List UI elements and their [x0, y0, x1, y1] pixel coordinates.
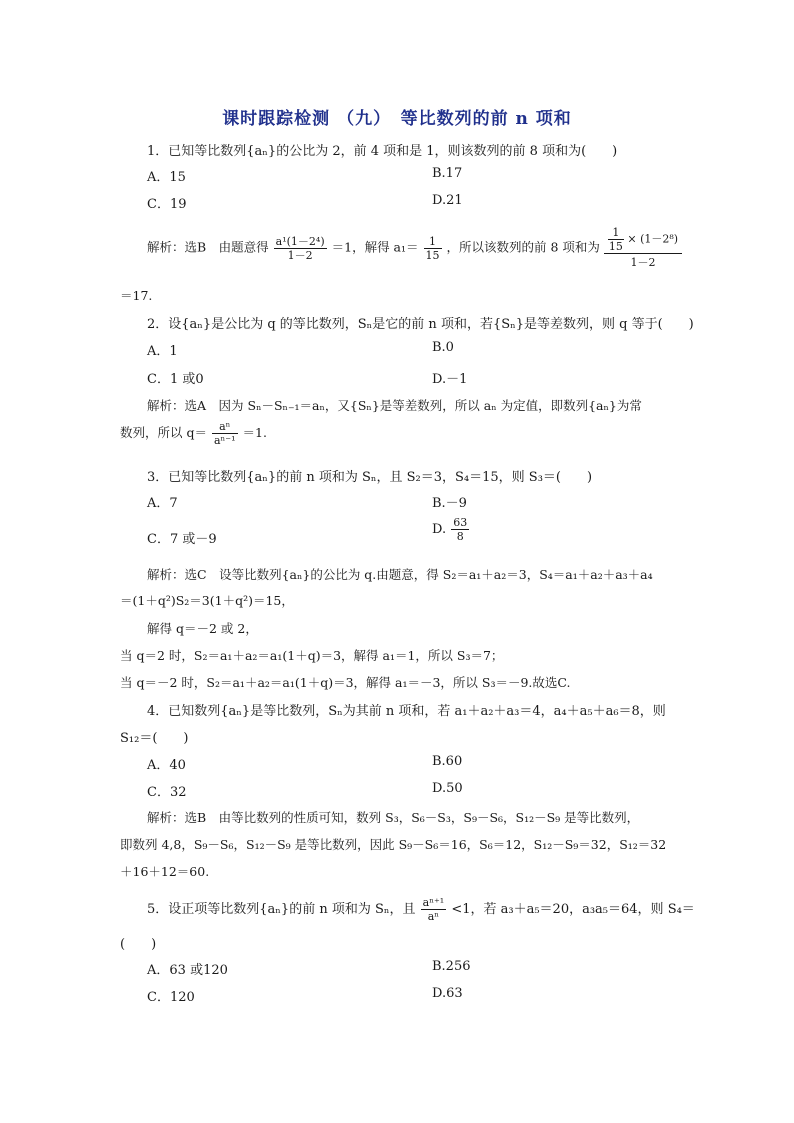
question-4-explanation-line-3: ＋16＋12＝60.: [120, 864, 210, 879]
fraction-sum-ratio: [274, 235, 327, 262]
fraction-a1: [424, 235, 442, 262]
fraction-numerator: 1: [608, 226, 624, 240]
fraction-numerator: 1: [424, 235, 442, 249]
question-5-stem-line-2: ( ): [120, 937, 157, 952]
fraction-s8: [604, 226, 682, 270]
question-1-option-c: C．19: [147, 197, 187, 212]
question-5-option-b: B.256: [432, 959, 471, 974]
question-3-option-c: C．7 或－9: [147, 532, 217, 547]
page-title: 课时跟踪检测 （九） 等比数列的前 n 项和: [222, 109, 572, 129]
fraction-numerator-rest: × (1－2⁸): [627, 232, 679, 246]
fraction-denominator: 8: [456, 530, 464, 543]
question-1-stem: 1．已知等比数列{aₙ}的公比为 2，前 4 项和是 1，则该数列的前 8 项和为( ): [147, 144, 618, 159]
fraction-numerator: aⁿ: [212, 420, 238, 434]
fraction-q: [212, 420, 238, 447]
question-5-option-c: C．120: [147, 990, 195, 1005]
fraction-denominator: 1－2: [287, 248, 313, 262]
explanation-text: ＝1.: [242, 425, 267, 440]
question-2-explanation-line-2: [120, 420, 267, 447]
option-label: D.: [432, 522, 447, 537]
question-1-explanation-end: ＝17.: [120, 288, 153, 303]
fraction-numerator: aⁿ⁺¹: [422, 896, 445, 909]
question-3-explanation-line-4: 当 q＝2 时，S₂＝a₁＋a₂＝a₁(1＋q)＝3，解得 a₁＝1，所以 S₃＝7；: [120, 648, 504, 663]
question-3-stem: 3．已知等比数列{aₙ}的前 n 项和为 Sₙ，且 S₂＝3，S₄＝15，则 S₃＝( ): [147, 470, 593, 485]
question-1-option-a: A．15: [147, 170, 186, 185]
fraction-denominator: 15: [608, 240, 623, 253]
question-text: 5．设正项等比数列{aₙ}的前 n 项和为 Sₙ，且: [147, 902, 416, 917]
question-3-explanation-line-5: 当 q＝－2 时，S₂＝a₁＋a₂＝a₁(1＋q)＝3，解得 a₁＝－3，所以 S₃＝－9.故选C.: [120, 675, 571, 690]
question-4-stem: 4．已知数列{aₙ}是等比数列，Sₙ为其前 n 项和，若 a₁＋a₂＋a₃＝4，a₄＋a₅＋a₆＝8，则: [147, 704, 666, 719]
question-2-explanation: 解析：选A 因为 Sₙ－Sₙ₋₁＝aₙ，又{Sₙ}是等差数列，所以 aₙ 为定值，即数列{aₙ}为常: [147, 398, 642, 413]
question-5-stem: [147, 896, 695, 923]
fraction-numerator: 63: [453, 516, 468, 529]
question-5-option-a: A．63 或120: [147, 963, 228, 978]
fraction-numerator: a¹(1－2⁴): [275, 234, 325, 248]
question-4-option-a: A．40: [147, 758, 186, 773]
question-3-option-a: A．7: [147, 496, 178, 511]
question-3-option-d: [432, 516, 470, 543]
fraction-denominator: 1－2: [630, 256, 656, 269]
explanation-text: ＝1，解得 a₁＝: [331, 239, 419, 255]
question-1-option-d: D.21: [432, 193, 463, 208]
fraction-condition: [421, 896, 447, 923]
explanation-text: 数列，所以 q＝: [120, 425, 207, 440]
fraction-option-d: [451, 516, 469, 543]
inner-fraction: [608, 226, 624, 253]
question-1-option-b: B.17: [432, 166, 463, 181]
question-text: <1，若 a₃＋a₅＝20，a₃a₅＝64，则 S₄＝: [451, 902, 695, 917]
fraction-numerator: [604, 226, 682, 254]
question-4-option-d: D.50: [432, 781, 463, 796]
question-4-option-c: C．32: [147, 785, 187, 800]
question-4-option-b: B.60: [432, 754, 463, 769]
fraction-denominator: 15: [425, 248, 440, 262]
question-3-explanation-line-3: 解得 q＝－2 或 2，: [147, 621, 258, 636]
question-2-option-c: C．1 或0: [147, 372, 204, 387]
question-4-explanation-line-2: 即数列 4,8，S₉－S₆，S₁₂－S₉ 是等比数列，因此 S₉－S₆＝16，S₆＝12，S₁₂－S₉＝32，S₁₂＝32: [120, 837, 667, 852]
question-4-explanation-line-1: 解析：选B 由等比数列的性质可知，数列 S₃，S₆－S₃，S₉－S₆，S₁₂－S₉ 是等比数列，: [147, 810, 640, 825]
question-4-stem-line-2: S₁₂＝( ): [120, 731, 189, 746]
explanation-text: 解析：选B 由题意得: [147, 239, 269, 255]
explanation-text: ，所以该数列的前 8 项和为: [446, 239, 600, 255]
question-3-explanation-line-1: 解析：选C 设等比数列{aₙ}的公比为 q.由题意，得 S₂＝a₁＋a₂＝3，S₄＝a₁＋a₂＋a₃＋a₄: [147, 567, 653, 582]
question-2-option-a: A．1: [147, 344, 178, 359]
fraction-denominator: aⁿ: [427, 910, 440, 923]
question-5-option-d: D.63: [432, 986, 463, 1001]
question-2-stem: 2．设{aₙ}是公比为 q 的等比数列，Sₙ是它的前 n 项和，若{Sₙ}是等差数列，则 q 等于( ): [147, 317, 694, 332]
question-3-explanation-line-2: ＝(1＋q²)S₂＝3(1＋q²)＝15，: [120, 593, 294, 608]
question-2-option-d: D.－1: [432, 372, 468, 387]
fraction-denominator: aⁿ⁻¹: [213, 434, 236, 447]
question-2-option-b: B.0: [432, 340, 454, 355]
question-1-explanation: [147, 226, 682, 270]
question-3-option-b: B.－9: [432, 496, 467, 511]
